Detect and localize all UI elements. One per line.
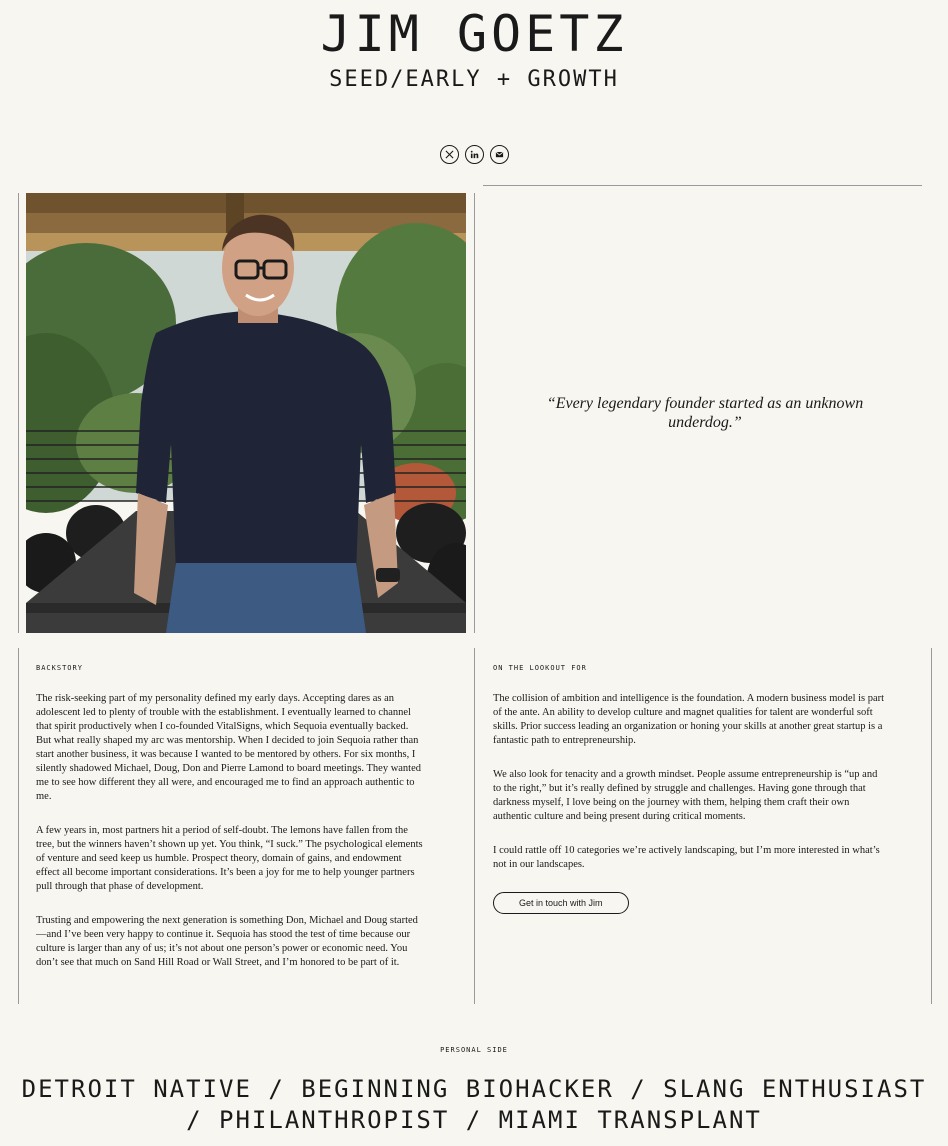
- paragraph: The collision of ambition and intelligence is the foundation. A modern business model is part of the ante. An ability to develop culture and magnet qualities for talent are wonderful soft skills. Prior success leading an organization or honing your skills at another great startup is a fantastic path to entrepreneurship.: [493, 693, 885, 746]
- portrait-photo: [26, 193, 466, 633]
- paragraph: The risk-seeking part of my personality defined my early days. Accepting dares as an adolescent led to plenty of trouble with the establishment. I eventually learned to channel that spirit productively when I co-founded VitalSigns, which Sequoia eventually backed. But what really shaped my arc was mentorship. When I decided to join Sequoia rather than start another business, it was because I wanted to be mentored by others. For six months, I silently shadowed Michael, Doug, Don and Pierre Lamond to board meetings. They wanted me to see how different they all were, and encouraged me to find an approach authentic to me.: [36, 693, 422, 802]
- divider: [483, 185, 922, 186]
- linkedin-link-button[interactable]: [465, 145, 484, 164]
- personal-traits: DETROIT NATIVE / BEGINNING BIOHACKER / SLANG ENTHUSIAST / PHILANTHROPIST / MIAMI TRANSPLANT: [21, 1075, 927, 1134]
- paragraph: We also look for tenacity and a growth mindset. People assume entrepreneurship is “up and to the right,” but it’s really defined by struggle and challenges. Having gone through that darkness myself, I love being on the journey with them, helping them craft their own authentic culture and being present during critical moments.: [493, 769, 878, 822]
- column-rule: [931, 648, 932, 1004]
- get-in-touch-button[interactable]: Get in touch with Jim: [493, 892, 629, 914]
- page-title: JIM GOETZ: [320, 5, 628, 63]
- paragraph: A few years in, most partners hit a period of self-doubt. The lemons have fallen from the tree, but the winners haven’t shown up yet. You think, “I suck.” The psychological elements of venture and seed keep us humble. Prospect theory, domain of gains, and endowment effect all become important considerations. It’s been a joy for me to help younger partners pull through that phase of development.: [36, 825, 423, 892]
- section-label: ON THE LOOKOUT FOR: [493, 664, 587, 672]
- x-icon: [445, 150, 454, 159]
- role-subtitle: SEED/EARLY + GROWTH: [329, 67, 619, 92]
- backstory-section: [36, 664, 426, 990]
- email-link-button[interactable]: [490, 145, 509, 164]
- lookout-section: [493, 664, 885, 914]
- column-rule: [474, 648, 475, 1004]
- section-label: PERSONAL SIDE: [440, 1046, 508, 1054]
- x-link-button[interactable]: [440, 145, 459, 164]
- social-links: [0, 145, 948, 164]
- section-label: BACKSTORY: [36, 664, 83, 672]
- linkedin-icon: [470, 150, 479, 159]
- pull-quote: “Every legendary founder started as an unknown underdog.”: [546, 395, 864, 431]
- column-rule: [18, 648, 19, 1004]
- email-icon: [495, 150, 504, 159]
- paragraph: I could rattle off 10 categories we’re actively landscaping, but I’m more interested in what’s not in our landscapes.: [493, 845, 880, 870]
- paragraph: Trusting and empowering the next generation is something Don, Michael and Doug started—and I’ve been very happy to continue it. Sequoia has stood the test of time because our culture is larger than any of us; it’s not about one person’s power or economic need. You don’t see that much on Sand Hill Road or Wall Street, and I’m honored to be part of it.: [36, 915, 418, 968]
- column-rule: [18, 193, 19, 633]
- column-rule: [474, 193, 475, 633]
